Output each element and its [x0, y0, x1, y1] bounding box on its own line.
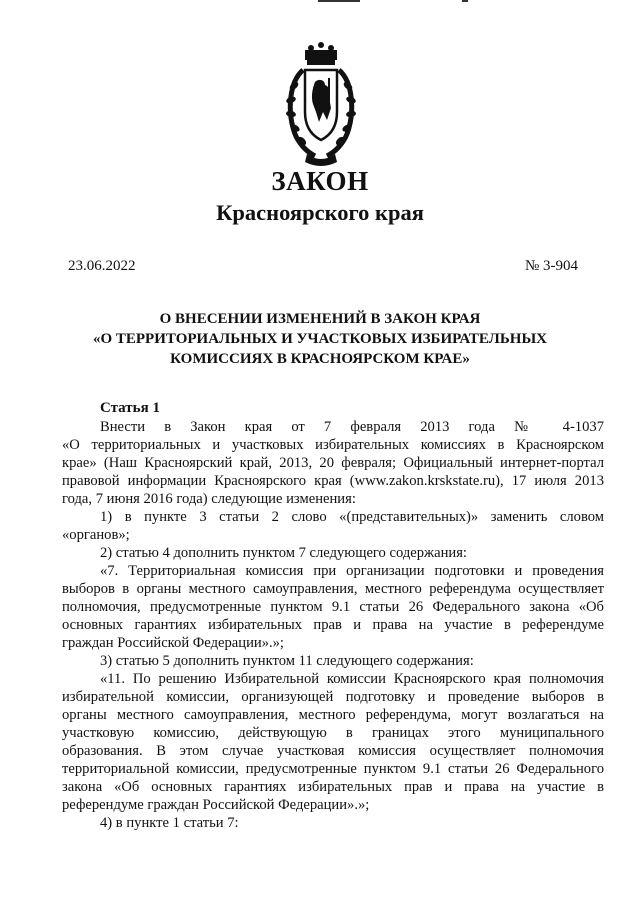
body-text-line: крае» (Наш Красноярский край, 2013, 20 февраля; Официальный интернет-портал [62, 455, 604, 471]
body-text-line: основных гарантиях избирательных прав и права на участие в референдуме [62, 617, 604, 633]
body-text-line: 1) в пункте 3 статьи 2 слово «(представительных)» заменить словом [100, 509, 604, 525]
body-text-line: референдуме граждан Российской Федерации».»; [62, 797, 370, 813]
body-text-line: избирательной комиссии, организующей подготовку и проведение выборов в [62, 689, 604, 705]
body-text-line: «7. Территориальная комиссия при организации подготовки и проведения [100, 563, 604, 579]
body-text-line: 3) статью 5 дополнить пунктом 11 следующего содержания: [100, 653, 474, 669]
law-region-subtitle: Красноярского края [216, 200, 424, 225]
body-text-line: участковую комиссию, действующую в границах этого муниципального [62, 725, 604, 741]
body-text-line: года, 7 июня 2016 года) следующие изменения: [62, 491, 356, 507]
body-text-line: «11. По решению Избирательной комиссии Красноярского края полномочия [100, 671, 604, 687]
body-text-line: «органов»; [62, 527, 130, 543]
document-heading-line: О ВНЕСЕНИИ ИЗМЕНЕНИЙ В ЗАКОН КРАЯ [159, 311, 481, 327]
body-text-line: граждан Российской Федерации».»; [62, 635, 284, 651]
body-text-line: 4) в пункте 1 статьи 7: [100, 815, 239, 831]
body-text-line: правовой информации Красноярского края (www.zakon.krskstate.ru), 17 июля 2013 [62, 473, 604, 489]
document-date: 23.06.2022 [68, 258, 136, 274]
scan-artifact [462, 0, 468, 2]
document-heading-line: «О ТЕРРИТОРИАЛЬНЫХ И УЧАСТКОВЫХ ИЗБИРАТЕЛЬНЫХ [92, 331, 548, 347]
article-title: Статья 1 [100, 400, 160, 416]
body-text-line: «О территориальных и участковых избирательных комиссиях в Красноярском [62, 437, 604, 453]
law-title: ЗАКОН [271, 166, 369, 196]
body-text-line: полномочия, предусмотренные пунктом 9.1 статьи 26 Федерального закона «Об [62, 599, 604, 615]
scan-artifact [318, 0, 360, 2]
body-text-line: территориальной комиссии, предусмотренные пунктом 9.1 статьи 26 Федерального [62, 761, 604, 777]
body-text-line: закона «Об основных гарантиях избирательных прав и права на участие в [62, 779, 604, 795]
body-text-line: выборов в органы местного самоуправления, местного референдума осуществляет [62, 581, 604, 597]
body-text-line: 2) статью 4 дополнить пунктом 7 следующего содержания: [100, 545, 467, 561]
body-text-line: Внести в Закон края от 7 февраля 2013 года № 4-1037 [100, 419, 604, 435]
coat-of-arms-emblem [285, 42, 357, 170]
body-text-line: органы местного самоуправления, местного референдума, могут возлагаться на [62, 707, 604, 723]
body-text-line: образования. В этом случае участковая комиссия осуществляет полномочия [62, 743, 604, 759]
document-number: № 3-904 [524, 258, 578, 274]
document-heading-line: КОМИССИЯХ В КРАСНОЯРСКОМ КРАЕ» [170, 351, 470, 367]
